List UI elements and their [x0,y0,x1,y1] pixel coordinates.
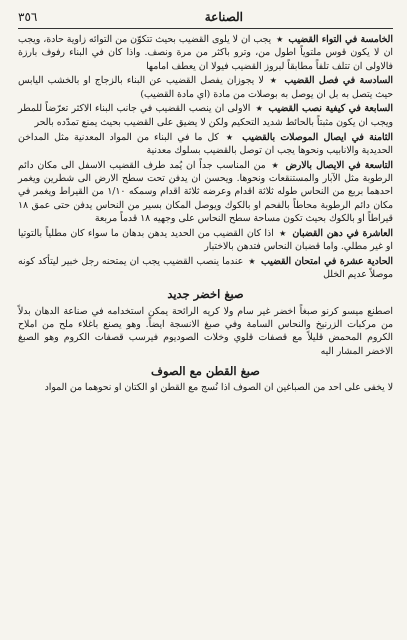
section-paragraph [18,33,393,73]
page-header [18,8,393,29]
section-title: السادسة في فصل القضيب [284,75,393,87]
section-paragraph [18,255,393,282]
section-text: لا يجوزان يفصل القضيب عن البناء بالزجاج او بالخشب اليابس حيث يتصل به بل ان يوصل به بوصلات من مادة (اي مادة القضيب) [18,75,393,100]
section-text: كل ما في البناء من المواد المعدنية مثل المداخن الحديدية والانابيب ونحوها يجب ان توصل بالقضيب بسلوك معدنية [18,131,393,156]
section-paragraph [18,131,393,158]
section-text: من المناسب جداً ان يُمد طرف القضيب الاسفل الى مكان دائم الرطوبة مثل الآبار والمستنقعات ونحوها. ويحسن ان يدفن تحت سطح الارض الى شطرين ويغمر احدهما بربع من النحاس طوله ثلاثة اقدام وعرضه ثلاثة اقدام وسمكه ١/١٠ من القيراط ويغمر في مكان دائم الرطوبة محاطاً بالفحم او بالكوك ويوصل المكان بسير من النحاس يدفن حتى عمق ١٨ قيراطاً او بالكوك بحيث تكون مساحة سطح النحاس على وجهيه ١٨ قدماً مربعة [18,159,393,224]
section-paragraph [18,102,393,129]
star-icon: ★ [276,35,284,44]
star-icon: ★ [269,76,279,86]
subsection-paragraph: لا يخفى على احد من الصباغين ان الصوف اذا نُسج مع القطن او الكتان او نحوهما من المواد [44,382,393,394]
section-title: التاسعة في الايصال بالارض [285,159,393,171]
section-title: الحادية عشرة في امتحان القضيب [261,255,393,267]
star-icon: ★ [279,228,287,238]
page-number: ٣٥٦ [18,10,38,24]
section-paragraph [18,74,393,101]
section-text: الاولى ان ينصب القضيب في جانب البناء الاكثر تعرّضاً للمطر ويجب ان يكون مثبتاً بالحائط شديد التحكيم ولكن لا يضيق على القضيب بحيث يمنع تمدّده بالحر [18,103,393,128]
section-title: السابعة في كيفية نصب القضيب [268,103,393,115]
star-icon: ★ [271,160,280,170]
section-title: الخامسة في التواء القضيب [288,34,393,45]
article-body [18,33,393,394]
section-text: اذا كان القضيب من الحديد يدهن بدهان ما سواء كان مطلياً بالتوتيا او غير مطلي. واما قضبان النحاس فتدهن بالاختبار [18,227,393,252]
section-paragraph [18,227,393,254]
section-text: يجب ان لا يلوى القضيب بحيث تتكوّن من التوائه زاوية حادة، ويجب ان لا يكون قوس ملتوياً اطول من، وترو باكثر من مرة ونصف. واذا كان في البناء رفوف بارزة فالاولى ان تتلف تلفاً مطابقاً لبروز القضيب فيولا ان يعطف امامها [18,34,393,72]
star-icon: ★ [255,104,264,114]
section-title: الثامنة في ايصال الموصلات بالقضيب [242,131,393,143]
subsection-paragraph: اصطنع ميسو كرنو صبغاً اخضر غير سام ولا كريه الرائحة يمكن استخدامه في صناعة الدهان بدلاً من مركبات الزرنيخ والنحاس السامة وفي صبغ الانسجة ايضاً. وهو يصنع باغلاء ملح من املاح الكروم المحمض قليلاً مع قصفات قلوي وخلات الصوديوم فيرسب قصفات الكروم وهو الصبغ الاخضر المشار اليه [18,305,394,357]
section-text: عندما ينصب القضيب يجب ان يمتحنه رجل خبير ليتأكد كونه موصلاً عديم الخلل [18,255,393,281]
star-icon: ★ [225,132,236,142]
subsection-heading: صبغ القطن مع الصوف [151,363,260,378]
section-paragraph [18,159,393,225]
subsection-heading: صبغ اخضر جديد [167,287,244,302]
star-icon: ★ [248,256,256,266]
section-title: العاشرة في دهن القضبان [292,227,394,239]
running-head: الصناعة [204,10,243,24]
